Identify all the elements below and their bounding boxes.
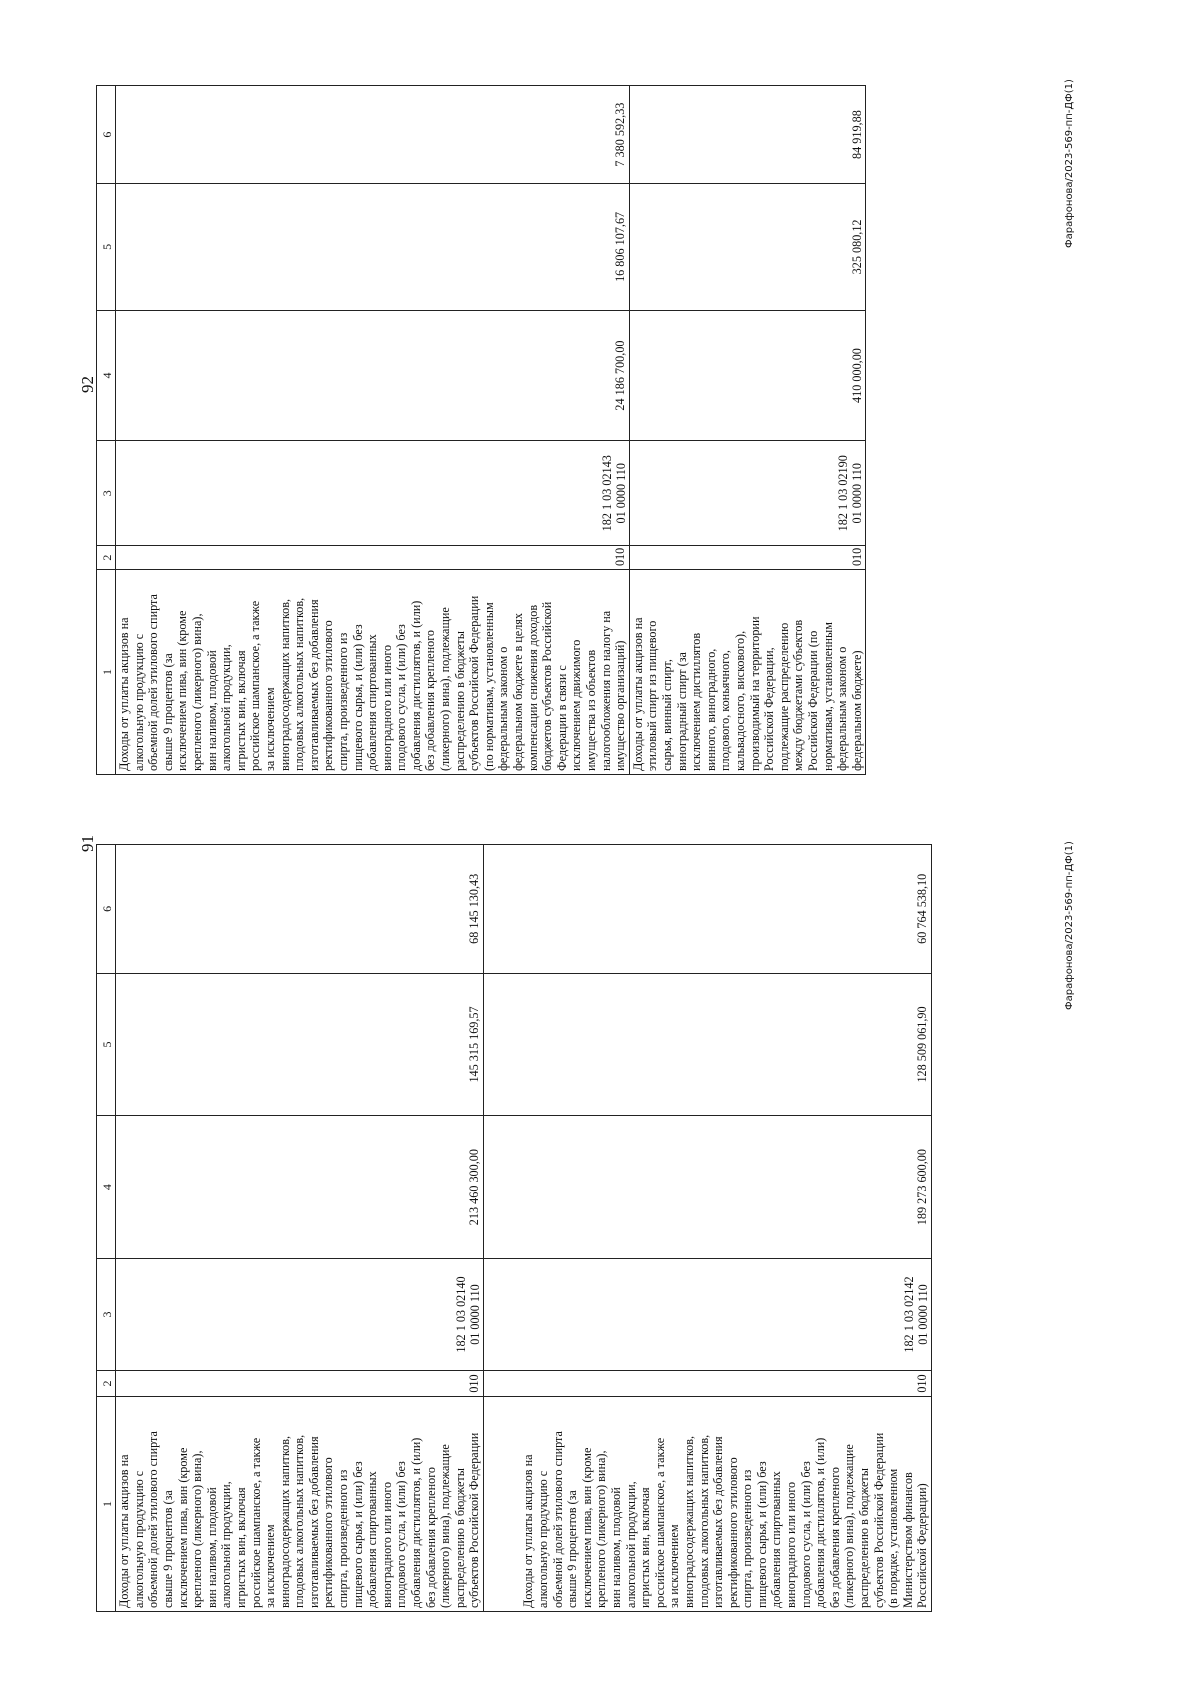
executed-amount-cell: 16 806 107,67 [116,184,630,310]
column-header: 4 [97,310,116,441]
column-header: 5 [97,973,116,1116]
executed-amount-cell: 145 315 169,57 [116,973,484,1116]
income-description-cell: Доходы от уплаты акцизов на алкогольную продукцию с объемной долей этилового спирта свыше 9 процентов (за исключением пива, вин (кроме крепленого (ликерного) вина), вин наливом, плодовой алкогольной продукции, игристых вин, включая российское шампанское, а также за исключением виноградосодержащих напитков, плодовых алкогольных напитков, изготавливаемых без добавления ректификованного этилового спирта, произведенного из пищевого сырья, и (или) без добавления спиртованных виноградного или иного плодового сусла, и (или) без добавления дистиллятов, и (или) без добавления крепленого (ликерного) вина), подлежащие распределению в бюджеты субъектов Российской Федерации (по нормативам, установленным федеральным законом о федеральном бюджете в целях компенсации снижения доходов бюджетов субъектов Российской Федерации в связи с исключением движимого имущества из объектов налогообложения по налогу на имущество организаций) [116,570,630,775]
approved-amount-cell: 213 460 300,00 [116,1116,484,1259]
approved-amount-cell: 24 186 700,00 [116,310,630,441]
column-header: 6 [97,86,116,184]
table-header-row [97,845,116,1612]
budget-table-91 [96,844,932,1612]
budget-table-92-wrapper [96,85,866,775]
remaining-amount-cell: 84 919,88 [629,86,866,184]
table-row [484,845,932,1612]
approved-amount-cell: 410 000,00 [629,310,866,441]
column-header: 3 [97,1258,116,1370]
admin-code-cell: 010 [116,546,630,570]
page-number-right: 92 [78,376,97,393]
admin-code-cell: 010 [116,1371,484,1397]
column-header: 1 [97,1396,116,1611]
footer-left: Фарафонова/2023-569-пп-ДФ(1) [1064,841,1075,1010]
footer-right: Фарафонова/2023-569-пп-ДФ(1) [1064,79,1075,248]
approved-amount-cell: 189 273 600,00 [484,1116,932,1259]
remaining-amount-cell: 7 380 592,33 [116,86,630,184]
column-header: 2 [97,546,116,570]
income-description-cell: Доходы от уплаты акцизов на этиловый спирт из пищевого сырья, винный спирт, виноградный спирт (за исключением дистиллятов винного, виноградного, плодового, коньячного, кальвадосного, вискового), производимый на территории Российской Федерации, подлежащие распределению между бюджетами субъектов Российской Федерации (по нормативам, установленным федеральным законом о федеральном бюджете) [629,570,866,775]
budget-classification-code-cell: 182 1 03 02143 01 0000 110 [116,441,630,546]
table-row [116,86,630,775]
budget-table-91-wrapper [96,844,932,1612]
table-row [629,86,866,775]
column-header: 2 [97,1371,116,1397]
admin-code-cell: 010 [484,1371,932,1397]
table-row [116,845,484,1612]
budget-table-92 [96,85,866,775]
column-header: 3 [97,441,116,546]
remaining-amount-cell: 60 764 538,10 [484,845,932,974]
executed-amount-cell: 128 509 061,90 [484,973,932,1116]
table-header-row [97,86,116,775]
admin-code-cell: 010 [629,546,866,570]
page-number-left: 91 [78,835,97,852]
executed-amount-cell: 325 080,12 [629,184,866,310]
remaining-amount-cell: 68 145 130,43 [116,845,484,974]
income-description-cell: Доходы от уплаты акцизов на алкогольную продукцию с объемной долей этилового спирта свыше 9 процентов (за исключением пива, вин (кроме крепленого (ликерного) вина), вин наливом, плодовой алкогольной продукции, игристых вин, включая российское шампанское, а также за исключением виноградосодержащих напитков, плодовых алкогольных напитков, изготавливаемых без добавления ректификованного этилового спирта, произведенного из пищевого сырья, и (или) без добавления спиртованных виноградного или иного плодового сусла, и (или) без добавления дистиллятов, и (или) без добавления крепленого (ликерного) вина), подлежащие распределению в бюджеты субъектов Российской Федерации [116,1396,484,1611]
income-description-cell: Доходы от уплаты акцизов на алкогольную продукцию с объемной долей этилового спирта свыше 9 процентов (за исключением пива, вин (кроме крепленого (ликерного) вина), вин наливом, плодовой алкогольной продукции, игристых вин, включая российское шампанское, а также за исключением виноградосодержащих напитков, плодовых алкогольных напитков, изготавливаемых без добавления ректификованного этилового спирта, произведенного из пищевого сырья, и (или) без добавления спиртованных виноградного или иного плодового сусла, и (или) без добавления дистиллятов, и (или) без добавления крепленого (ликерного) вина), подлежащие распределению в бюджеты субъектов Российской Федерации (в порядке, установленном Министерством финансов Российской Федерации) [484,1396,932,1611]
budget-classification-code-cell: 182 1 03 02190 01 0000 110 [629,441,866,546]
column-header: 4 [97,1116,116,1259]
column-header: 6 [97,845,116,974]
column-header: 5 [97,184,116,310]
column-header: 1 [97,570,116,775]
budget-classification-code-cell: 182 1 03 02142 01 0000 110 [484,1258,932,1370]
budget-classification-code-cell: 182 1 03 02140 01 0000 110 [116,1258,484,1370]
